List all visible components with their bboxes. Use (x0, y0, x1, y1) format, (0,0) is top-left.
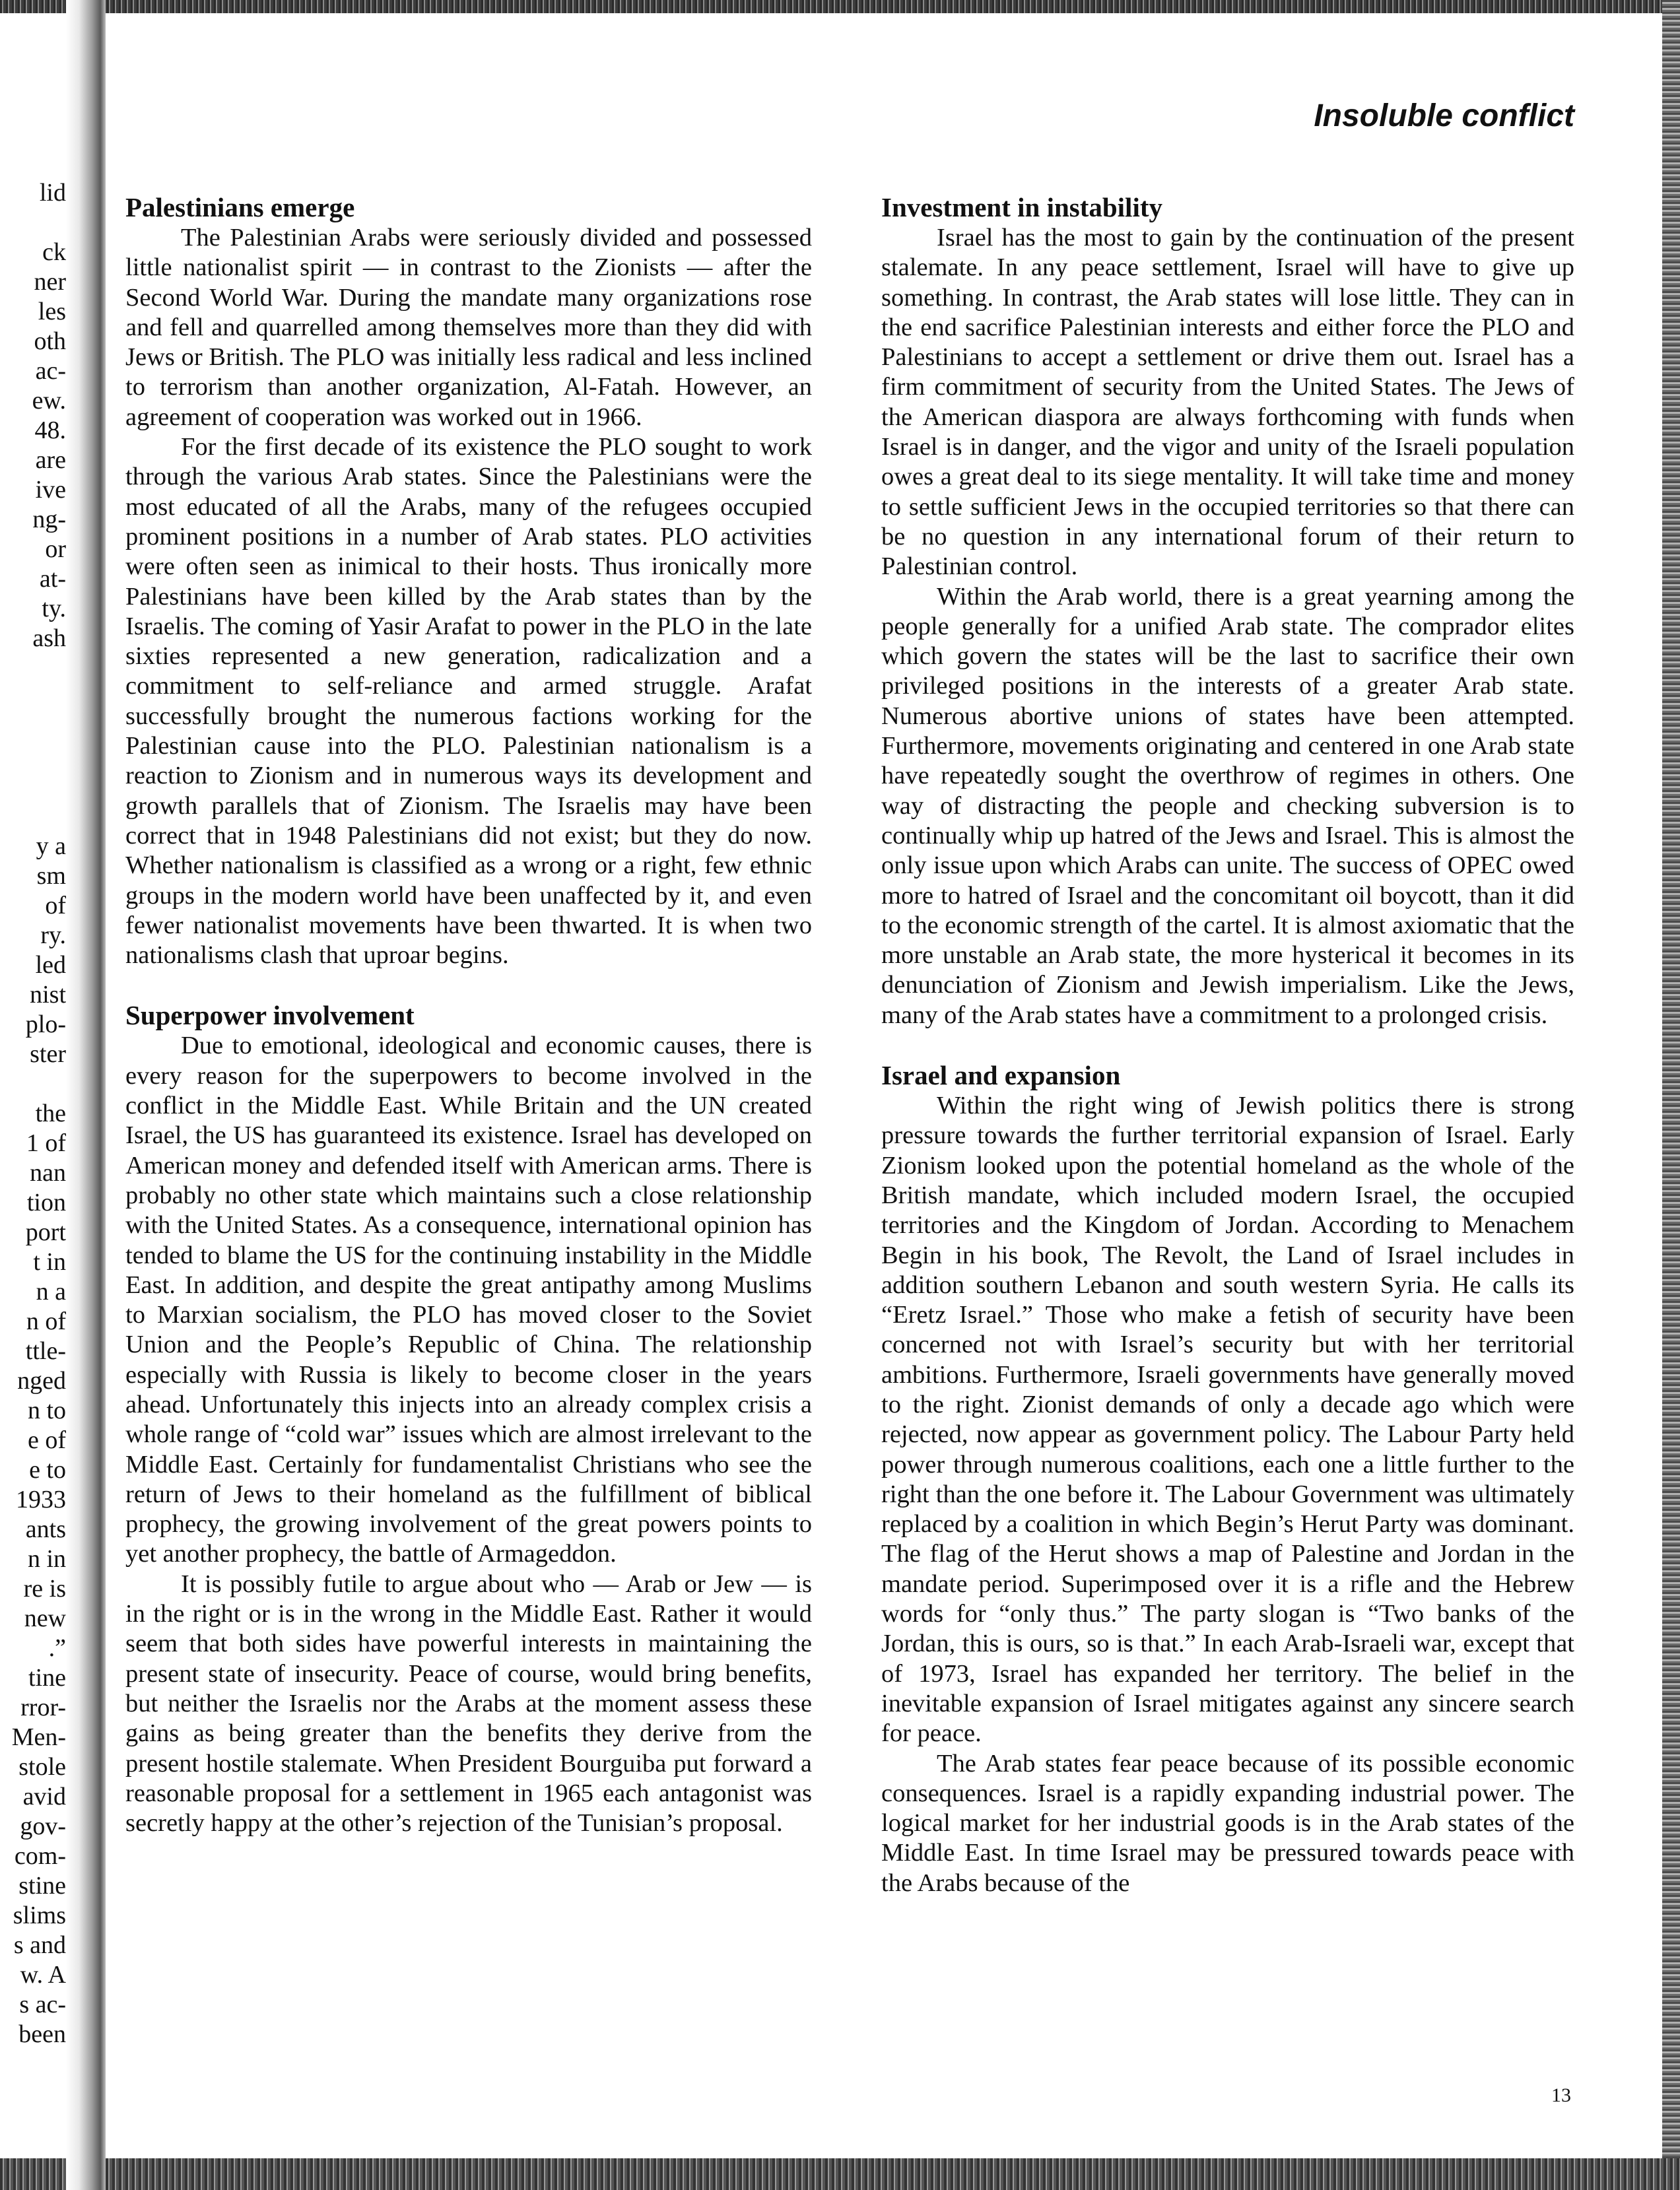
facing-page-fragment: stine (18, 1872, 66, 1900)
facing-page-fragment: led (35, 951, 66, 979)
section-heading: Superpower involvement (125, 1000, 415, 1031)
facing-page-fragment: gov- (20, 1812, 66, 1840)
scan-edge-top (0, 0, 1680, 13)
left-column (125, 191, 812, 1838)
facing-page-fragment (0, 802, 66, 832)
facing-page-fragment: ner (34, 268, 66, 296)
facing-page-fragment: 48. (34, 416, 66, 444)
facing-page-fragment: ty. (42, 595, 66, 622)
facing-page-fragment: ac- (35, 357, 66, 385)
facing-page-fragment: n to (27, 1397, 66, 1424)
facing-page-fragment: ster (30, 1040, 66, 1068)
paragraph: Within the right wing of Jewish politics there is strong pressure towards the further territorial expansion of Israel. Early Zionism looked upon the potential homeland as the whole of the British mandate, which included modern Israel, the occupied territories and the Kingdom of Jordan. According to Menachem Begin in his book, The Revolt, the Land of Israel includes in addition southern Lebanon and south western Syria. He calls its “Eretz Israel.” Those who make a fetish of security have been concerned not with Israel’s security but with her territorial ambitions. Furthermore, Israeli governments have generally moved to the right. Zionist demands of only a decade ago which were rejected, now appear as government policy. The Labour Party held power through numerous coalitions, each one a little further to the right than the one before it. The Labour Government was ultimately replaced by a coalition in which Begin’s Herut Party was dominant. The flag of the Herut shows a map of Palestine and Jordan in the mandate period. Superimposed over it is a rifle and the Hebrew words for “only thus.” The party slogan is “Two banks of the Jordan, this is ours, so is that.” In each Arab-Israeli war, except that of 1973, Israel has expanded her territory. The belief in the inevitable expansion of Israel mitigates against any sincere search for peace. (881, 1092, 1574, 1748)
facing-page-fragment (0, 743, 66, 772)
facing-page-fragment (0, 653, 66, 683)
facing-page-fragment: n a (36, 1278, 66, 1306)
facing-page-fragment: lid (39, 179, 66, 207)
facing-page-fragment: ry. (40, 921, 66, 949)
facing-page-fragment: of (45, 892, 66, 919)
paragraph: It is possibly futile to argue about who — Arab or Jew — is in the right or is in the wrong in the Middle East. Rather it would seem that both sides have powerful interests in maintaining the present state of insecurity. Peace of course, would bring benefits, but neither the Israelis nor the Arabs at the moment assess these gains as being greater than the benefits they derive from the present hostile stalemate. When President Bourguiba put forward a reasonable proposal for a settlement in 1965 each antagonist was secretly happy at the other’s rejection of the Tunisian’s proposal. (125, 1570, 812, 1838)
facing-page-fragment: y a (36, 832, 66, 860)
facing-page-fragment: e to (29, 1456, 66, 1484)
facing-page-fragment: tine (28, 1664, 66, 1692)
facing-page-fragment: s ac- (19, 1991, 66, 2018)
facing-page-fragment (0, 772, 66, 802)
facing-page-fragment (0, 683, 66, 713)
facing-page-fragment: t in (33, 1248, 66, 1276)
facing-page-fragment: Men- (11, 1723, 66, 1751)
facing-page-fragment: nged (17, 1367, 66, 1395)
facing-page-fragment (0, 1069, 66, 1099)
facing-page-fragment: com- (14, 1842, 66, 1870)
facing-page-fragment: oth (34, 327, 66, 355)
facing-page-fragment: the (35, 1100, 66, 1127)
facing-page-fragment: ck (42, 238, 66, 266)
section-heading: Palestinians emerge (125, 192, 355, 222)
paragraph: The Palestinian Arabs were seriously divided and possessed little nationalist spirit — in contrast to the Zionists — after the Second World War. During the mandate many organizations rose and fell and quarrelled among themselves more than they did with Jews or British. The PLO was initially less radical and less inclined to terrorism than another organization, Al-Fatah. However, an agreement of cooperation was worked out in 1966. (125, 224, 812, 431)
facing-page-fragments (0, 178, 66, 2125)
facing-page-fragment: e of (27, 1426, 66, 1454)
paragraph: The Arab states fear peace because of its possible economic consequences. Israel is a rapidly expanding industrial power. The logical market for her industrial goods is in the Arab states of the Middle East. In time Israel may be pressured towards peace with the Arabs because of the (881, 1749, 1574, 1897)
facing-page-fragment (0, 713, 66, 743)
facing-page-fragment: re is (23, 1575, 66, 1603)
facing-page-fragment: ants (25, 1515, 66, 1543)
facing-page-fragment: rror- (20, 1694, 66, 1721)
paragraph: For the first decade of its existence the PLO sought to work through the various Arab states. Since the Palestinians were the most educated of all the Arabs, many of the refugees occupied prominent positions in a number of Arab states. PLO activities were often seen as inimical to their hosts. Thus ironically more Palestinians have been killed by the Arab states than by the Israelis. The coming of Yasir Arafat to power in the PLO in the late sixties represented a new generation, radicalization and a commitment to self-reliance and armed struggle. Arafat successfully brought the numerous factions working for the Palestinian cause into the PLO. Palestinian nationalism is a reaction to Zionism and in numerous ways its development and growth parallels that of Zionism. The Israelis may have been correct that in 1948 Palestinians did not exist; but they do now. Whether nationalism is classified as a wrong or a right, few ethnic groups in the modern world have been unaffected by it, and even fewer nationalist movements have been thwarted. It is when two nationalisms clash that uproar begins. (125, 433, 812, 970)
facing-page-fragment: nist (30, 981, 66, 1009)
facing-page-fragment: new (24, 1605, 66, 1632)
facing-page-fragment: n of (26, 1308, 66, 1335)
facing-page-fragment: sm (36, 862, 66, 890)
facing-page-fragment: ive (35, 476, 66, 504)
facing-page-fragment: n in (27, 1545, 66, 1573)
book-gutter (66, 0, 106, 2190)
facing-page-fragment: avid (22, 1783, 66, 1810)
facing-page-fragment: ng- (32, 506, 66, 533)
paragraph: Within the Arab world, there is a great yearning among the people generally for a unified Arab state. The comprador elites which govern the states will be the last to sacrifice their own privileged positions in the interests of a greater Arab state. Numerous abortive unions of states have been attempted. Furthermore, movements originating and centered in one Arab state have repeatedly sought the overthrow of regimes in others. One way of distracting the people and checking subversion is to continually whip up hatred of the Jews and Israel. This is almost the only issue upon which Arabs can unite. The success of OPEC owed more to hatred of Israel and the concomitant oil boycott, than it did to the economic strength of the cartel. It is almost axiomatic that the more unstable an Arab state, the more hysterical it becomes in its denunciation of Zionism and Jewish imperialism. Like the Jews, many of the Arab states have a commitment to a prolonged crisis. (881, 582, 1574, 1029)
facing-page-fragment: stole (18, 1753, 66, 1781)
facing-page-fragment: ew. (32, 387, 66, 415)
facing-page-fragment (0, 208, 66, 238)
facing-page-fragment: 1 of (26, 1129, 66, 1157)
facing-page-fragment: .” (48, 1634, 66, 1662)
right-column (881, 191, 1574, 1898)
facing-page-fragment: w. A (20, 1961, 66, 1989)
section-heading: Investment in instability (881, 192, 1162, 222)
running-head: Insoluble conflict (1314, 98, 1574, 133)
scan-edge-bottom (0, 2158, 1680, 2190)
paragraph: Due to emotional, ideological and economic causes, there is every reason for the superpowers to become involved in the conflict in the Middle East. While Britain and the UN created Israel, the US has guaranteed its existence. Israel has developed on American money and defended itself with American arms. There is probably no other state which maintains such a close relationship with the United States. As a consequence, international opinion has tended to blame the US for the continuing instability in the Middle East. In addition, and despite the great antipathy among Muslims to Marxian socialism, the PLO has moved closer to the Soviet Union and the People’s Republic of China. The relationship especially with Russia is likely to become closer in the years ahead. Unfortunately this injects into an already complex crisis a whole range of “cold war” issues which are almost irrelevant to the Middle East. Certainly for fundamentalist Christians who see the return of Jews to their homeland as the fulfillment of biblical prophecy, the growing involvement of the great powers points to yet another prophecy, the battle of Armageddon. (125, 1032, 812, 1568)
facing-page-fragment: les (38, 298, 66, 325)
facing-page-fragment: at- (39, 565, 66, 593)
paragraph: Israel has the most to gain by the continuation of the present stalemate. In any peace settlement, Israel will have to give up something. In contrast, the Arab states will lose little. They can in the end sacrifice Palestinian interests and either force the PLO and Palestinians to accept a settlement or drive them out. Israel has a firm commitment of security from the United States. The Jews of the American diaspora are always forthcoming with funds when Israel is in danger, and the vigor and unity of the Israeli population owes a great deal to its siege mentality. It will take time and money to settle sufficient Jews in the occupied territories so that there can be no question in any international forum of their return to Palestinian control. (881, 224, 1574, 581)
facing-page-fragment: port (25, 1218, 66, 1246)
facing-page-fragment: s and (13, 1931, 66, 1959)
facing-page-fragment: or (45, 535, 66, 563)
scan-edge-right (1662, 0, 1680, 2190)
facing-page-fragment: nan (30, 1159, 66, 1187)
facing-page-fragment: 1933 (16, 1486, 66, 1513)
facing-page-fragment: ttle- (25, 1337, 66, 1365)
facing-page-fragment: plo- (25, 1011, 66, 1038)
facing-page-fragment: are (35, 446, 66, 474)
section-heading: Israel and expansion (881, 1060, 1121, 1091)
facing-page-fragment: been (18, 2020, 66, 2048)
facing-page-fragment: slims (13, 1902, 66, 1929)
page-number: 13 (1551, 2084, 1571, 2106)
facing-page-fragment: ash (32, 624, 66, 652)
facing-page-fragment: tion (26, 1189, 66, 1216)
